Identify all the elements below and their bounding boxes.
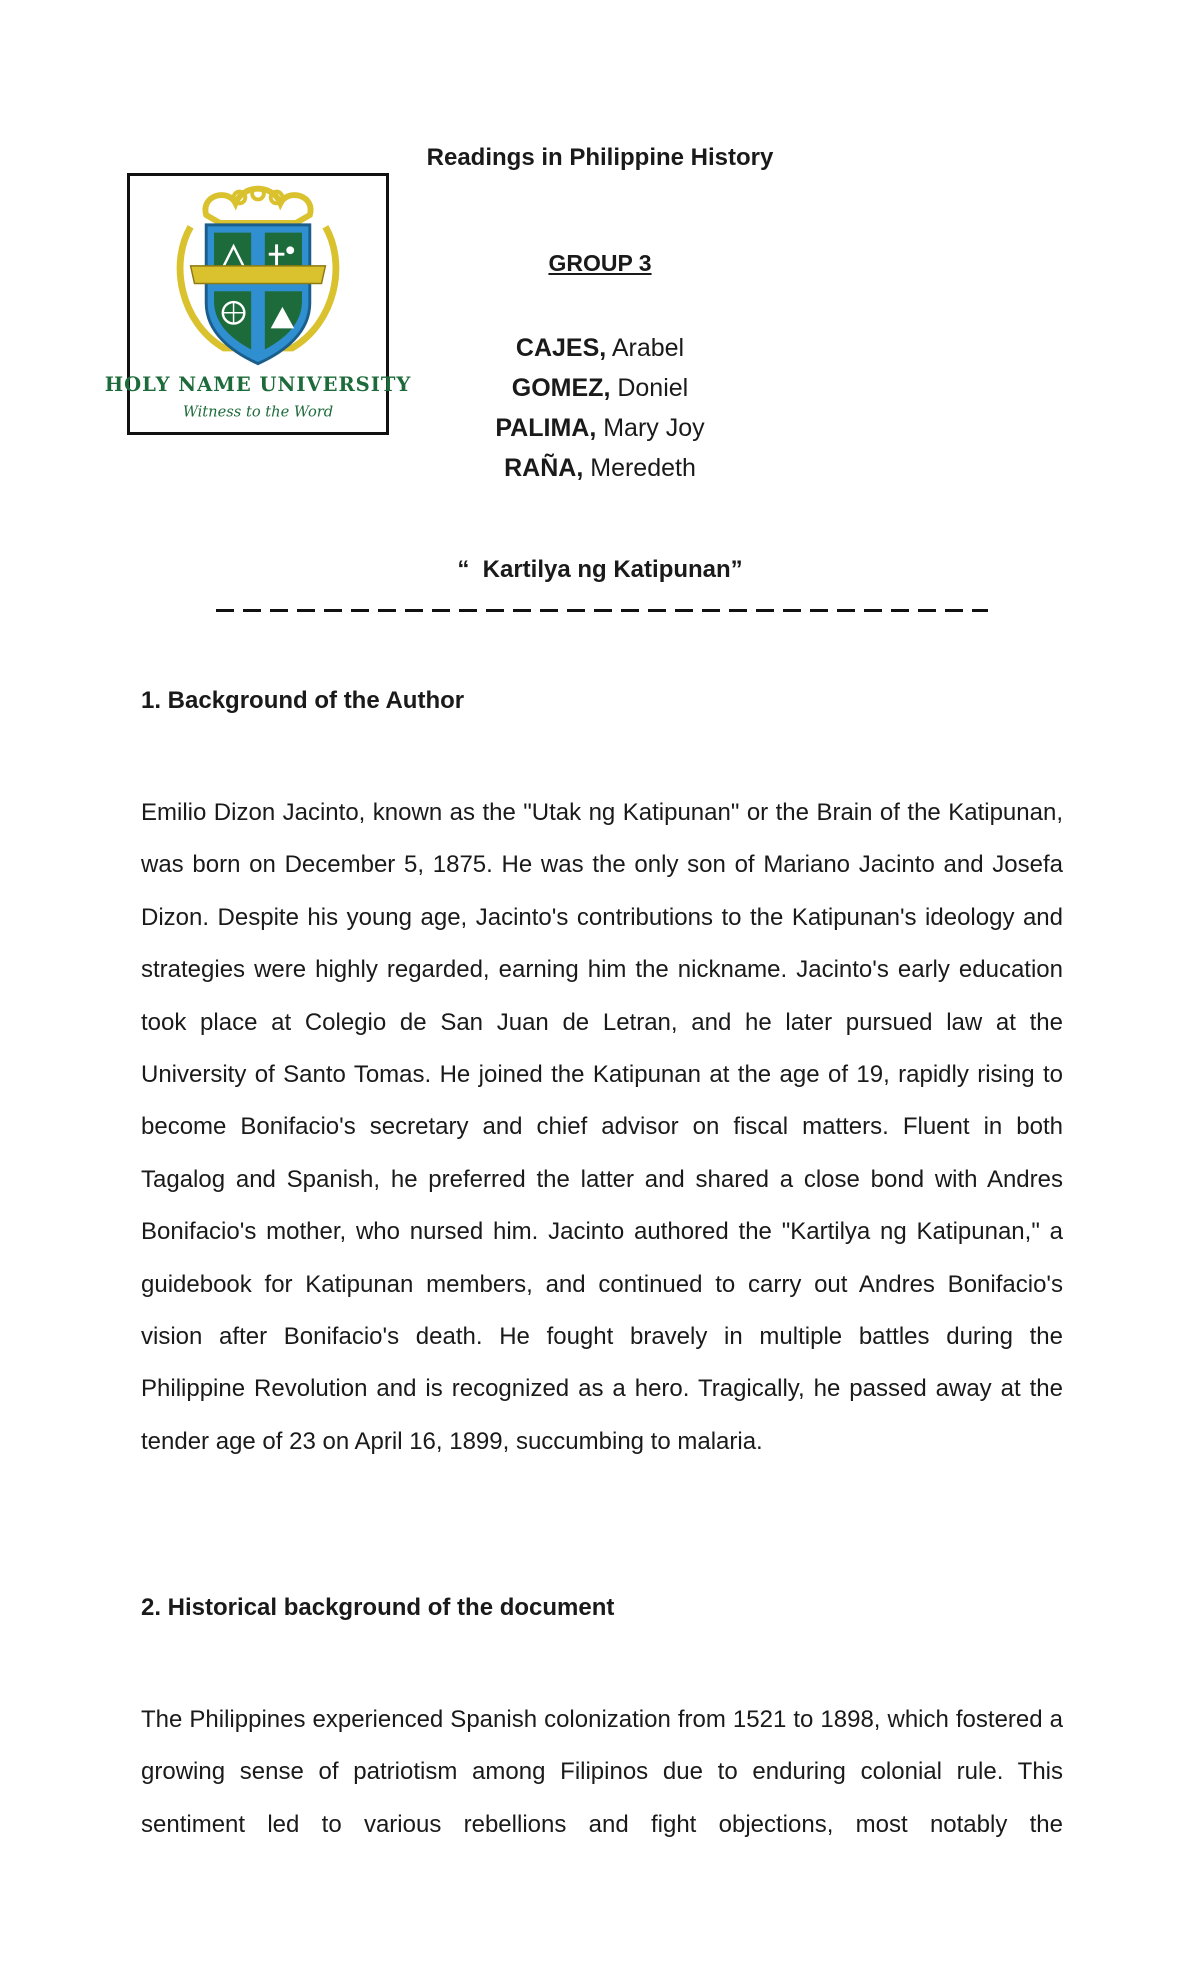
- group-title: GROUP 3: [548, 250, 652, 276]
- member-row: [0, 448, 1200, 488]
- member-row: [0, 368, 1200, 408]
- member-last-name: RAÑA,: [504, 454, 584, 482]
- paragraph-author-background: Emilio Dizon Jacinto, known as the "Utak ng Katipunan" or the Brain of the Katipunan, was born on December 5, 1875. He was the only son of Mariano Jacinto and Josefa Dizon. Despite his young age, Jacinto's contributions to the Katipunan's ideology and strategies were highly regarded, earning him the nickname. Jacinto's early education took place at Colegio de San Juan de Letran, and he later pursued law at the University of Santo Tomas. He joined the Katipunan at the age of 19, rapidly rising to become Bonifacio's secretary and chief advisor on fiscal matters. Fluent in both Tagalog and Spanish, he preferred the latter and shared a close bond with Andres Bonifacio's mother, who nursed him. Jacinto authored the "Kartilya ng Katipunan," a guidebook for Katipunan members, and continued to carry out Andres Bonifacio's vision after Bonifacio's death. He fought bravely in multiple battles during the Philippine Revolution and is recognized as a hero. Tragically, he passed away at the tender age of 23 on April 16, 1899, succumbing to malaria.: [141, 799, 1063, 1455]
- course-title: Readings in Philippine History: [426, 144, 774, 171]
- member-first-name: Doniel: [617, 374, 689, 402]
- member-list: [0, 328, 1200, 488]
- member-row: [0, 408, 1200, 448]
- member-last-name: PALIMA,: [495, 414, 597, 442]
- paragraph-historical-background: The Philippines experienced Spanish colonization from 1521 to 1898, which fostered a growing sense of patriotism among Filipinos due to enduring colonial rule. This sentiment led to various rebellions and fight objections, most notably the: [141, 1706, 1063, 1838]
- member-last-name: CAJES,: [515, 334, 607, 362]
- section-heading-history: 2. Historical background of the document: [141, 1594, 615, 1621]
- member-first-name: Meredeth: [590, 454, 696, 482]
- document-title: “ Kartilya ng Katipunan”: [457, 556, 743, 583]
- svg-text:Witness to the Word: Witness to the Word: [182, 403, 334, 421]
- member-first-name: Arabel: [611, 334, 685, 362]
- section-heading-author: 1. Background of the Author: [141, 687, 465, 714]
- svg-text:HOLY NAME UNIVERSITY: HOLY NAME UNIVERSITY: [104, 372, 412, 396]
- member-first-name: Mary Joy: [603, 414, 705, 442]
- dashed-divider: [216, 609, 988, 612]
- member-row: [0, 328, 1200, 368]
- member-last-name: GOMEZ,: [511, 374, 611, 402]
